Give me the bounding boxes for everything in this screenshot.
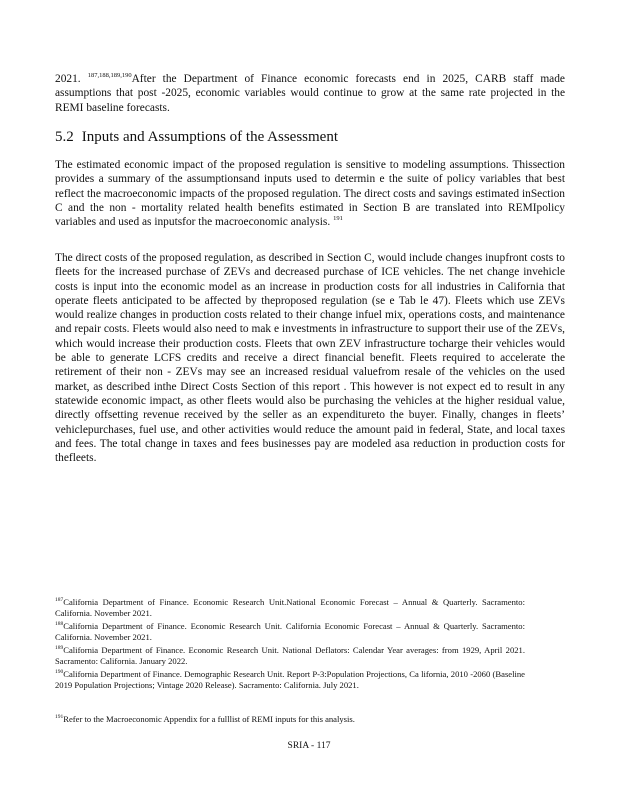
footnote-number: 187 xyxy=(55,597,64,604)
footnote-text: California Department of Finance. Economic Research Unit. National Deflators: Calendar Year averages: from 1929, April 2021. Sacramento: California. January 2022. xyxy=(55,645,525,667)
paragraph-assumptions-text: The estimated economic impact of the proposed regulation is sensitive to modeling assumptions. Thissection provides a summary of the assumptionsand inputs used to determin e the suite of policy variables that best reflect the macroeconomic impacts of the proposed regulation. The direct costs and savings estimated inSection C and the non - mortality related health benefits estimated in Section B are translated into REMIpolicy variables and used as inputsfor the macroeconomic analysis. xyxy=(55,159,565,229)
footnote-189 xyxy=(55,645,525,667)
footnote-191 xyxy=(55,714,525,725)
footnote-190 xyxy=(55,669,525,691)
footnote-number: 188 xyxy=(55,621,64,628)
footnote-text: California Department of Finance. Economic Research Unit.National Economic Forecast – Annual & Quarterly. Sacramento: California. November 2021. xyxy=(55,597,525,619)
footnote-text: California Department of Finance. Economic Research Unit. California Economic Forecast – Annual & Quarterly. Sacramento: California. November 2021. xyxy=(55,621,525,643)
section-title: Inputs and Assumptions of the Assessment xyxy=(81,129,339,145)
footnote-refs-187-190: 187,188,189,190 xyxy=(87,72,132,80)
footnote-number: 189 xyxy=(55,645,64,652)
footnote-number: 191 xyxy=(55,714,64,721)
paragraph-direct-costs xyxy=(55,251,565,465)
footnote-188 xyxy=(55,621,525,643)
intro-year: 2021. xyxy=(55,73,81,85)
footnote-text: Refer to the Macroeconomic Appendix for a fulllist of REMI inputs for this analysis. xyxy=(63,714,355,724)
footnote-187 xyxy=(55,597,525,619)
footnote-text: California Department of Finance. Demographic Research Unit. Report P-3:Population Projections, Ca lifornia, 2010 -2060 (Baseline 2019 Population Projections; Vintage 2020 Release). Sacramento: California. July 2021. xyxy=(55,669,525,691)
paragraph-assumptions xyxy=(55,158,565,229)
section-heading xyxy=(55,128,338,146)
paragraph-direct-costs-text: The direct costs of the proposed regulation, as described in Section C, would include changes inupfront costs to fleets for the increased purchase of ZEVs and decreased purchase of ICE vehicles. The net change invehicle costs is input into the economic model as an increase in production costs for all industries in California that operate fleets anticipated to be affected by theproposed regulation (se e Tab le 47). Fleets which use ZEVs would realize changes in production costs related to their change infuel mix, operations costs, and maintenance and repair costs. Fleets would also need to mak e investments in infrastructure to support their use of the ZEVs, which would increase their production costs. Fleets that own ZEV infrastructure tocharge their vehicles would be able to generate LCFS credits and receive a direct financial benefit. Fleets required to accelerate the retirement of their non - ZEVs may see an increased residual valuefrom resale of the vehicles on the used market, as described inthe Direct Costs Section of this report . This however is not expect ed to result in any statewide economic impact, as other fleets would also be purchasing the vehicles at the higher residual value, directly offsetting revenue received by the seller as an expenditureto the buyer. Finally, changes in fleets’ vehiclepurchases, fuel use, and other activities would reduce the amount paid in federal, State, and local taxes and fees. The total change in taxes and fees businesses pay are modeled asa reduction in production costs for thefleets. xyxy=(55,252,565,465)
footnote-number: 190 xyxy=(55,669,64,676)
section-number: 5.2 xyxy=(55,129,74,145)
intro-text: After the Department of Finance economic forecasts end in 2025, CARB staff made assumptions that post -2025, economic variables would continue to grow at the same rate projected in the REMI baseline forecasts. xyxy=(55,73,565,114)
intro-paragraph xyxy=(55,72,565,115)
page-number: SRIA - 117 xyxy=(287,741,331,751)
footnote-ref-191: 191 xyxy=(333,215,343,223)
